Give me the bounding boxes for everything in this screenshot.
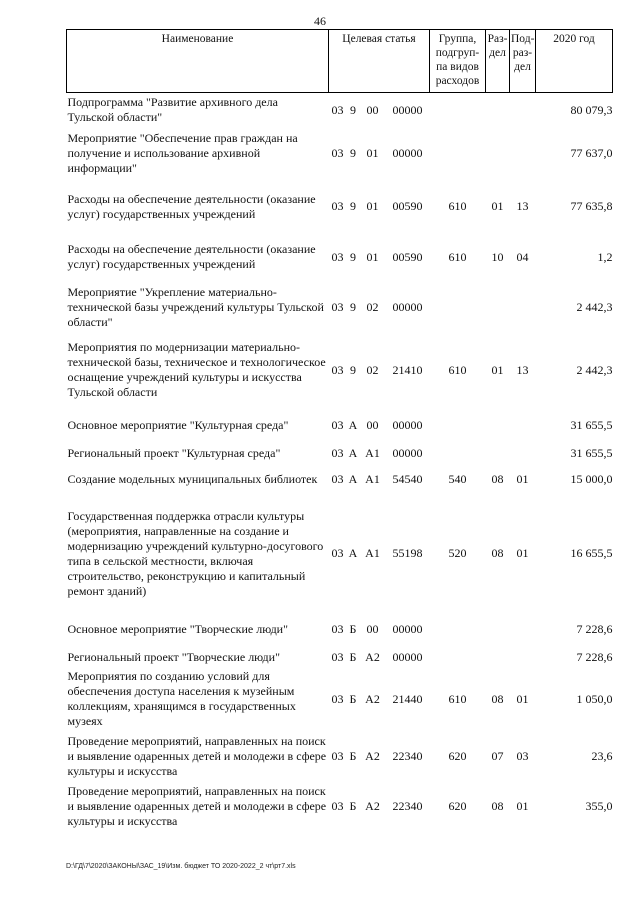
expense-group: 620	[448, 798, 467, 813]
subsection-code	[510, 444, 536, 463]
table-row	[67, 406, 613, 444]
section-code: 01	[491, 199, 504, 213]
table-row	[67, 648, 613, 667]
header-name: Наименование	[67, 30, 329, 93]
table-row	[67, 731, 613, 781]
section-code	[486, 406, 510, 444]
target-direction: 00590	[392, 249, 423, 264]
expense-group	[430, 611, 486, 648]
file-path-footer: D:\ГД\7\2020\ЗАКОНЫ\ЗАС_19\Изм. бюджет ТО 2020-2022_2 чт\рт7.xls	[66, 863, 296, 870]
expense-group	[430, 406, 486, 444]
row-name: Проведение мероприятий, направленных на поиск и выявление одаренных детей и молодежи в сфере культуры и искусства	[67, 733, 327, 778]
expense-group	[430, 648, 486, 667]
target-direction: 00000	[392, 622, 423, 636]
target-direction: 00000	[392, 417, 423, 432]
target-event: 00	[366, 622, 379, 636]
section-code: 01	[491, 362, 504, 377]
target-program: 03	[331, 691, 344, 706]
amount-2020: 7 228,6	[576, 622, 613, 636]
target-direction: 22340	[392, 748, 423, 763]
target-subprogram: Б	[349, 622, 357, 636]
section-code	[486, 648, 510, 667]
amount-2020: 355,0	[585, 798, 613, 813]
expense-group: 540	[448, 472, 467, 486]
amount-2020: 77 637,0	[570, 145, 613, 160]
row-name: Основное мероприятие "Культурная среда"	[67, 417, 289, 432]
target-program: 03	[331, 798, 344, 813]
target-subprogram: 9	[350, 102, 356, 117]
subsection-code: 01	[516, 691, 529, 706]
expense-group	[430, 127, 486, 179]
target-program: 03	[331, 417, 344, 432]
subsection-code: 13	[516, 362, 529, 377]
target-program: 03	[331, 446, 344, 460]
target-subprogram: А	[348, 472, 358, 486]
amount-2020: 23,6	[591, 748, 613, 763]
target-event: 02	[366, 299, 379, 314]
expense-group: 520	[448, 546, 467, 560]
row-name: Подпрограмма "Развитие архивного дела Тульской области"	[67, 95, 278, 124]
target-program: 03	[331, 102, 344, 117]
header-target-article: Целевая статья	[329, 30, 430, 93]
budget-table	[66, 29, 613, 831]
amount-2020: 31 655,5	[570, 446, 613, 460]
row-name: Проведение мероприятий, направленных на поиск и выявление одаренных детей и молодежи в сфере культуры и искусства	[67, 783, 327, 828]
subsection-code	[510, 648, 536, 667]
target-event: А1	[365, 546, 380, 560]
target-event: А2	[365, 798, 380, 813]
header-subsection: Под-раз-дел	[510, 30, 536, 93]
expense-group	[430, 93, 486, 128]
subsection-code	[510, 93, 536, 128]
row-name: Мероприятия по созданию условий для обеспечения доступа населения к музейным коллекциям, хранящимся в государственных музеях	[67, 669, 296, 728]
target-direction: 00000	[392, 446, 423, 460]
subsection-code: 01	[516, 546, 529, 560]
row-name: Расходы на обеспечение деятельности (оказание услуг) государственных учреждений	[67, 242, 316, 271]
row-name: Мероприятие "Обеспечение прав граждан на получение и использование архивной информации"	[67, 130, 298, 175]
header-year: 2020 год	[536, 30, 613, 93]
amount-2020: 2 442,3	[576, 299, 613, 314]
amount-2020: 2 442,3	[576, 362, 613, 377]
amount-2020: 7 228,6	[576, 650, 613, 664]
target-direction: 55198	[392, 546, 423, 560]
target-direction: 00000	[392, 145, 423, 160]
target-program: 03	[331, 299, 344, 314]
target-direction: 22340	[392, 798, 423, 813]
expense-group: 610	[448, 199, 467, 213]
target-direction: 00000	[392, 650, 423, 664]
target-direction: 00000	[392, 299, 423, 314]
row-name: Мероприятия по модернизации материально-технической базы, техническое и технологическое оснащение учреждений культуры и искусства Тульской области	[67, 340, 326, 399]
target-subprogram: 9	[350, 249, 356, 264]
target-subprogram: А	[348, 446, 358, 460]
target-program: 03	[331, 622, 344, 636]
table-row	[67, 667, 613, 731]
table-row	[67, 781, 613, 831]
target-event: А2	[365, 748, 380, 763]
row-name: Мероприятие "Укрепление материально-технической базы учреждений культуры Тульской области"	[67, 284, 324, 329]
target-subprogram: 9	[350, 362, 356, 377]
target-subprogram: А	[348, 417, 358, 432]
target-subprogram: 9	[350, 299, 356, 314]
row-name: Создание модельных муниципальных библиотек	[67, 472, 318, 486]
expense-group: 610	[448, 691, 467, 706]
subsection-code: 04	[516, 249, 529, 264]
row-name: Региональный проект "Культурная среда"	[67, 446, 281, 460]
table-row	[67, 280, 613, 334]
subsection-code: 03	[516, 748, 529, 763]
target-event: 01	[366, 145, 379, 160]
subsection-code	[510, 611, 536, 648]
table-row	[67, 334, 613, 406]
target-program: 03	[331, 199, 344, 213]
header-group: Группа, подгруп-па видов расходов	[430, 30, 486, 93]
amount-2020: 80 079,3	[570, 102, 613, 117]
table-row	[67, 127, 613, 179]
target-program: 03	[331, 650, 344, 664]
expense-group	[430, 444, 486, 463]
table-row	[67, 444, 613, 463]
target-direction: 00590	[392, 199, 423, 213]
expense-group: 610	[448, 362, 467, 377]
amount-2020: 1,2	[597, 249, 613, 264]
subsection-code: 13	[516, 199, 529, 213]
table-row	[67, 611, 613, 648]
target-direction: 21440	[392, 691, 423, 706]
target-direction: 54540	[392, 472, 423, 486]
section-code: 07	[491, 748, 504, 763]
amount-2020: 77 635,8	[570, 199, 613, 213]
target-event: А2	[365, 691, 380, 706]
amount-2020: 15 000,0	[570, 472, 613, 486]
amount-2020: 1 050,0	[576, 691, 613, 706]
target-event: 01	[366, 249, 379, 264]
section-code	[486, 444, 510, 463]
target-subprogram: 9	[350, 199, 356, 213]
subsection-code: 01	[516, 472, 529, 486]
subsection-code	[510, 280, 536, 334]
target-direction: 00000	[392, 102, 423, 117]
table-row	[67, 93, 613, 128]
section-code	[486, 611, 510, 648]
table-row	[67, 234, 613, 280]
target-subprogram: Б	[349, 691, 357, 706]
target-program: 03	[331, 748, 344, 763]
expense-group: 620	[448, 748, 467, 763]
section-code: 08	[491, 546, 504, 560]
amount-2020: 31 655,5	[570, 417, 613, 432]
subsection-code	[510, 127, 536, 179]
target-program: 03	[331, 546, 344, 560]
section-code	[486, 93, 510, 128]
subsection-code: 01	[516, 798, 529, 813]
target-event: 01	[366, 199, 379, 213]
target-subprogram: Б	[349, 798, 357, 813]
row-name: Расходы на обеспечение деятельности (оказание услуг) государственных учреждений	[67, 191, 316, 221]
header-section: Раз-дел	[486, 30, 510, 93]
section-code: 08	[491, 691, 504, 706]
section-code: 08	[491, 798, 504, 813]
row-name: Государственная поддержка отрасли культуры (мероприятия, направленные на создание и модернизацию учреждений культурно-досугового типа в сельской местности, включая строительство, реконструкцию и капитальный ремонт зданий)	[67, 508, 324, 598]
target-event: А1	[365, 446, 380, 460]
target-program: 03	[331, 249, 344, 264]
target-subprogram: А	[348, 546, 358, 560]
target-subprogram: 9	[350, 145, 356, 160]
expense-group	[430, 280, 486, 334]
expense-group: 610	[448, 249, 467, 264]
section-code	[486, 127, 510, 179]
target-program: 03	[331, 145, 344, 160]
table-row	[67, 463, 613, 496]
target-event: 02	[366, 362, 379, 377]
amount-2020: 16 655,5	[570, 546, 613, 560]
section-code	[486, 280, 510, 334]
target-subprogram: Б	[349, 748, 357, 763]
target-event: А1	[365, 472, 380, 486]
target-program: 03	[331, 472, 344, 486]
row-name: Основное мероприятие "Творческие люди"	[67, 622, 288, 636]
target-direction: 21410	[392, 362, 423, 377]
target-event: 00	[366, 417, 379, 432]
table-header	[67, 30, 613, 93]
row-name: Региональный проект "Творческие люди"	[67, 650, 280, 664]
target-event: 00	[366, 102, 379, 117]
section-code: 08	[491, 472, 504, 486]
page-number: 46	[314, 14, 326, 28]
target-subprogram: Б	[349, 650, 357, 664]
subsection-code	[510, 406, 536, 444]
target-program: 03	[331, 362, 344, 377]
table-row	[67, 496, 613, 611]
table-row	[67, 179, 613, 234]
section-code: 10	[491, 249, 504, 264]
target-event: А2	[365, 650, 380, 664]
